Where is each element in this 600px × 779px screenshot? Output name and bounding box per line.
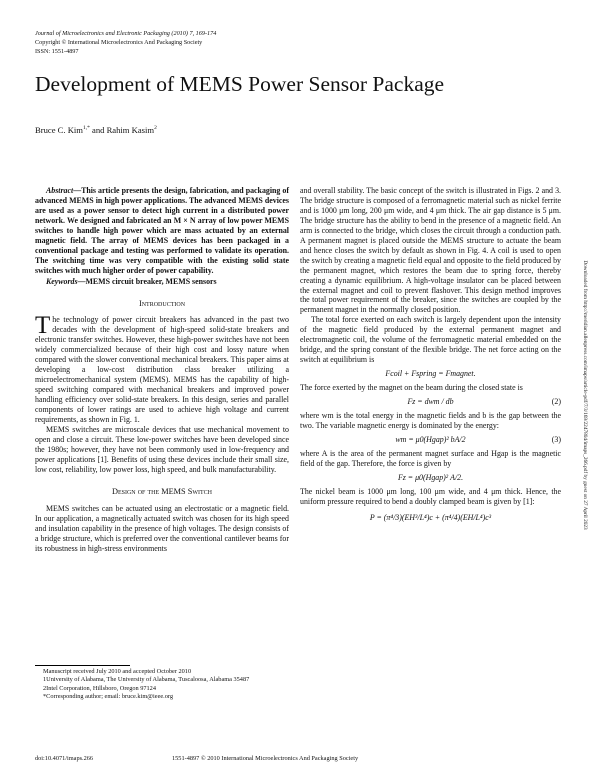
intro-p1-text: he technology of power circuit breakers has advanced in the past two decades with the development of high-speed solid-state breakers and electronic transfer switches. However, these high-power switches have not been widely commercialized because of their high cost and lossy nature when compared with the slower conventional mechanical breakers. This paper aims at developing a low-cost distribution class breaker utilizing a microelectromechanical system (MEMS). MEMS has the capability of high-speed switching compared with mechanical breakers and improved power handling efficiency over solid-state breakers. In this design, series and parallel components of lower ratings are used to achieve high voltage and current requirements, as shown in Fig. 1. bbox=[35, 315, 289, 425]
author-2-sup: 2 bbox=[154, 125, 157, 132]
equation-2-body: Fz = dwm / db bbox=[407, 397, 454, 407]
design-paragraph-1: MEMS switches can be actuated using an electrostatic or a magnetic field. In our application, a magnetically actuated switch was chosen for its high speed and insulation capability in the presence of high voltages. The design consists of a bridge structure, which is preferred over the conventional cantilever beams for its robustness in high-stress environments bbox=[35, 503, 289, 553]
author-2: Rahim Kasim bbox=[106, 125, 155, 135]
footnote-received: Manuscript received July 2010 and accepted October 2010 bbox=[43, 668, 192, 675]
equation-3-body: wm = μ0(Hgap)² bA/2 bbox=[395, 434, 466, 444]
equation-2-number: (2) bbox=[551, 397, 561, 407]
left-column bbox=[35, 186, 289, 553]
right-paragraph-2: The total force exerted on each switch is largely dependent upon the intensity of the magnetic field produced by the external permanent magnet and electromagnetic coil, the volume of the ferromagnetic material embedded on the bridge, and the spring constant of the flexible bridge. The net force acting on the switch at equilibrium is bbox=[300, 315, 561, 365]
right-paragraph-4: where wm is the total energy in the magnetic fields and b is the gap between the two. The variable magnetic energy is dominated by the energy: bbox=[300, 411, 561, 430]
section-heading-introduction: Introduction bbox=[138, 298, 186, 308]
right-paragraph-6: The nickel beam is 1000 μm long, 100 μm wide, and 4 μm thick. Hence, the uniform pressure required to bend a doubly clamped beam is given by [1]: bbox=[300, 486, 561, 506]
issn-line: ISSN: 1551-4897 bbox=[35, 47, 79, 55]
equation-3-number: (3) bbox=[551, 434, 561, 444]
author-line bbox=[35, 125, 157, 135]
footnote-affiliation-2: 2Intel Corporation, Hillsboro, Oregon 97124 bbox=[43, 684, 156, 692]
footnote-rule bbox=[35, 665, 130, 666]
equation-5: P = (π⁴/3)(EH³/L⁴)c + (π⁴/4)(EH/L⁴)c³ bbox=[369, 512, 492, 522]
equation-4: Fz = μ0(Hgap)² A/2. bbox=[397, 472, 464, 482]
section-heading-design: Design of the MEMS Switch bbox=[111, 486, 212, 496]
keywords-text: —MEMS circuit breaker, MEMS sensors bbox=[77, 276, 217, 286]
right-paragraph-5: where A is the area of the permanent magnet surface and Hgap is the magnetic field of the gap. Therefore, the force is given by bbox=[300, 448, 561, 468]
equation-3 bbox=[300, 435, 561, 445]
footer-issn: 1551-4897 © 2010 International Microelectronics And Packaging Society bbox=[172, 755, 359, 762]
right-paragraph-3: The force exerted by the magnet on the beam during the closed state is bbox=[300, 383, 523, 393]
drop-cap: T bbox=[35, 312, 51, 340]
keywords-label: Keywords bbox=[46, 276, 78, 286]
journal-citation: Journal of Microelectronics and Electronic Packaging (2010) 7, 169-174 bbox=[35, 30, 217, 37]
author-conjunction: and bbox=[89, 125, 107, 135]
footnote-corresponding: *Corresponding author; email: bruce.kim@ieee.org bbox=[43, 692, 174, 700]
keywords bbox=[35, 277, 289, 287]
copyright-line: Copyright © International Microelectronics And Packaging Society bbox=[35, 38, 203, 46]
footer-doi: doi:10.4071/imaps.266 bbox=[35, 755, 94, 762]
equation-2 bbox=[300, 397, 561, 407]
abstract-label: Abstract bbox=[46, 186, 74, 195]
abstract bbox=[35, 186, 289, 276]
author-1-sup: 1,* bbox=[82, 125, 90, 132]
equation-1: Fcoil + Fspring = Fmagnet. bbox=[385, 369, 476, 379]
intro-paragraph-1 bbox=[35, 312, 289, 425]
footnote-affiliation-1: 1University of Alabama, The University of Alabama, Tuscaloosa, Alabama 35487 bbox=[43, 676, 250, 684]
author-1: Bruce C. Kim bbox=[35, 125, 83, 135]
footnotes bbox=[35, 668, 289, 701]
right-paragraph-1: and overall stability. The basic concept of the switch is illustrated in Figs. 2 and 3. The bridge structure is composed of a ferromagnetic material such as nickel ferrite and is 1000 μm long, 200 μm wide, and 4 μm thick. The air gap distance is 5 μm. The bridge structure has the ability to bend in the presence of a magnetic field. An arm is connected to the bridge, which closes the circuit through a conduction path. A permanent magnet is placed outside the MEMS structure to actuate the beam and hence closes the switch by default as shown in Fig. 4. A coil is used to open the switch by creating a magnetic field equal and opposite to the field produced by the permanent magnet, which restores the beam due to spring force, thereby creating a dynamic equilibrium. A high-voltage insulator can be placed between the external magnet and coil to prevent flashover. This design method improves the total power requirement of the breaker, since the switches are coupled by the permanent magnet in the normally closed position. bbox=[300, 186, 561, 315]
paper-title: Development of MEMS Power Sensor Package bbox=[35, 72, 445, 96]
right-column bbox=[300, 186, 561, 527]
download-side-note: Downloaded from http://meridian.allenpress.com/imaps/article-pdf/7/3/169/2247804/imaps_266.pdf by guest on 27 April 2023 bbox=[582, 260, 588, 530]
intro-paragraph-2: MEMS switches are microscale devices that use mechanical movement to open and close a circuit. These low-power switches have been developed since the 1980s; however, they have not been commonly used in low-frequency and power applications [1]. Benefits of using these devices include their small size, low cost, reliability, low power loss, high speed, and bulk manufacturability. bbox=[35, 424, 289, 474]
journal-header bbox=[35, 30, 216, 56]
abstract-text: —This article presents the design, fabrication, and packaging of advanced MEMS in high power applications. The advanced MEMS devices are used as a power sensor to detect high current in a distributed power network. We designed and fabricated an M × N array of low power MEMS switches to handle high power which are mass actuated by an external magnetic field. The array of MEMS devices has been packaged in a conventional package and testing was performed to validate its operation. The switching time was very compatible with the existing solid state switches with much higher order of power capability. bbox=[35, 186, 289, 275]
